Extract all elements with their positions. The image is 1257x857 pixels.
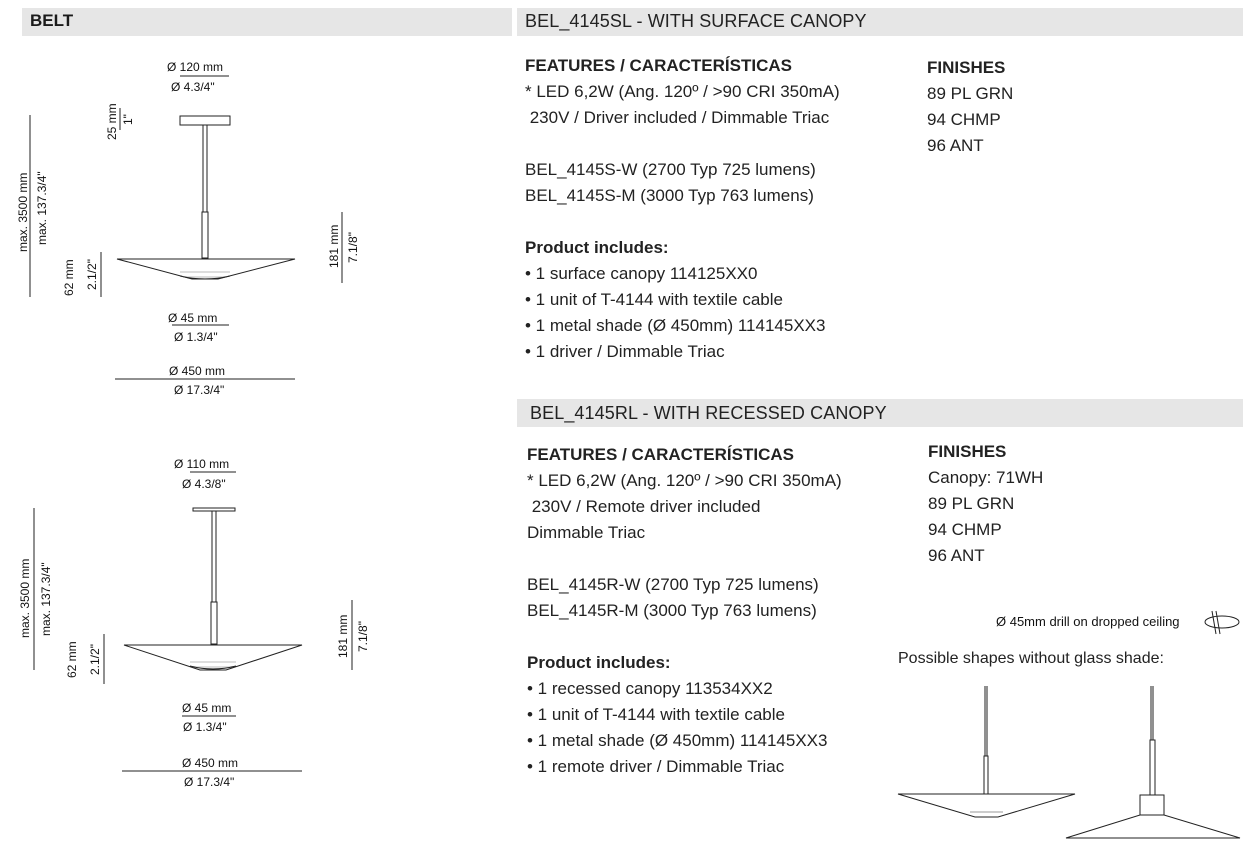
bottom-canopy-dia-in: Ø 4.3/8" — [182, 477, 226, 491]
recessed-feature-3: Dimmable Triac — [527, 523, 646, 542]
recessed-finishes-heading: FINISHES — [928, 442, 1007, 461]
surface-section-title: BEL_4145SL - WITH SURFACE CANOPY — [525, 11, 867, 31]
surface-model-m: BEL_4145S-M (3000 Typ 763 lumens) — [525, 186, 814, 205]
bottom-body-h-in: 7.1/8" — [356, 621, 370, 652]
shape2-adapter — [1140, 795, 1164, 815]
surface-feature-1: * LED 6,2W (Ang. 120º / >90 CRI 350mA) — [525, 82, 840, 101]
top-diffuser — [180, 276, 230, 279]
brand-title: BELT — [30, 11, 74, 30]
top-diff-dia-mm: Ø 45 mm — [168, 311, 218, 325]
top-max-in: max. 137.3/4" — [35, 171, 49, 245]
bottom-canopy-dia-mm: Ø 110 mm — [174, 457, 230, 471]
top-shade-dia-mm: Ø 450 mm — [169, 364, 226, 378]
surface-includes-heading: Product includes: — [525, 238, 669, 257]
top-stem — [202, 212, 208, 258]
surface-finish-1: 89 PL GRN — [927, 84, 1014, 103]
top-diff-dia-in: Ø 1.3/4" — [174, 330, 218, 344]
bottom-diff-dia-mm: Ø 45 mm — [182, 701, 232, 715]
surface-include-4: • 1 driver / Dimmable Triac — [525, 342, 725, 361]
surface-finish-3: 96 ANT — [927, 136, 984, 155]
recessed-section-title: BEL_4145RL - WITH RECESSED CANOPY — [530, 403, 887, 423]
recessed-features-heading: FEATURES / CARACTERÍSTICAS — [527, 445, 794, 464]
recessed-include-1: • 1 recessed canopy 113534XX2 — [527, 679, 773, 698]
surface-include-3: • 1 metal shade (Ø 450mm) 114145XX3 — [525, 316, 826, 335]
recessed-include-4: • 1 remote driver / Dimmable Triac — [527, 757, 785, 776]
bottom-shade-dia-mm: Ø 450 mm — [182, 756, 239, 770]
top-body-h-in: 7.1/8" — [346, 232, 360, 263]
bottom-max-in: max. 137.3/4" — [39, 562, 53, 636]
shape1-shade — [898, 794, 1075, 817]
top-canopy-dia-mm: Ø 120 mm — [167, 60, 224, 74]
top-shade-h-mm: 62 mm — [62, 259, 76, 296]
surface-include-2: • 1 unit of T-4144 with textile cable — [525, 290, 783, 309]
recessed-include-3: • 1 metal shade (Ø 450mm) 114145XX3 — [527, 731, 828, 750]
top-max-mm: max. 3500 mm — [16, 172, 30, 252]
shape2-stem — [1150, 740, 1155, 795]
recessed-includes-heading: Product includes: — [527, 653, 671, 672]
top-canopy-h-mm: 25 mm — [105, 103, 119, 140]
drill-icon — [1205, 611, 1239, 634]
surface-feature-2: 230V / Driver included / Dimmable Triac — [525, 108, 830, 127]
bottom-diff-dia-in: Ø 1.3/4" — [183, 720, 227, 734]
bottom-shade-h-in: 2.1/2" — [88, 644, 102, 675]
recessed-model-w: BEL_4145R-W (2700 Typ 725 lumens) — [527, 575, 819, 594]
bottom-shade-h-mm: 62 mm — [65, 641, 79, 678]
recessed-include-2: • 1 unit of T-4144 with textile cable — [527, 705, 785, 724]
bottom-max-mm: max. 3500 mm — [18, 558, 32, 638]
bottom-stem — [211, 602, 217, 644]
shape2-shade — [1066, 815, 1240, 838]
shapes-label: Possible shapes without glass shade: — [898, 650, 1164, 667]
top-canopy-h-in: 1" — [121, 114, 135, 125]
surface-model-w: BEL_4145S-W (2700 Typ 725 lumens) — [525, 160, 816, 179]
recessed-feature-1: * LED 6,2W (Ang. 120º / >90 CRI 350mA) — [527, 471, 842, 490]
bottom-shade-dia-in: Ø 17.3/4" — [184, 775, 235, 789]
bottom-recessed-canopy — [193, 508, 235, 511]
surface-include-1: • 1 surface canopy 114125XX0 — [525, 264, 758, 283]
surface-finish-2: 94 CHMP — [927, 110, 1001, 129]
recessed-finish-2: 89 PL GRN — [928, 494, 1015, 513]
surface-finishes-heading: FINISHES — [927, 58, 1006, 77]
top-canopy-dia-in: Ø 4.3/4" — [171, 80, 215, 94]
top-shade-dia-in: Ø 17.3/4" — [174, 383, 225, 397]
top-surface-canopy — [180, 116, 230, 125]
recessed-finish-1: Canopy: 71WH — [928, 468, 1044, 487]
surface-features-heading: FEATURES / CARACTERÍSTICAS — [525, 56, 792, 75]
shape1-stem — [984, 756, 988, 794]
recessed-feature-2: 230V / Remote driver included — [527, 497, 761, 516]
top-shade-h-in: 2.1/2" — [85, 259, 99, 290]
top-body-h-mm: 181 mm — [327, 224, 341, 268]
recessed-finish-4: 96 ANT — [928, 546, 985, 565]
bottom-body-h-mm: 181 mm — [336, 614, 350, 658]
recessed-model-m: BEL_4145R-M (3000 Typ 763 lumens) — [527, 601, 817, 620]
recessed-finish-3: 94 CHMP — [928, 520, 1002, 539]
drill-note: Ø 45mm drill on dropped ceiling — [996, 614, 1180, 629]
